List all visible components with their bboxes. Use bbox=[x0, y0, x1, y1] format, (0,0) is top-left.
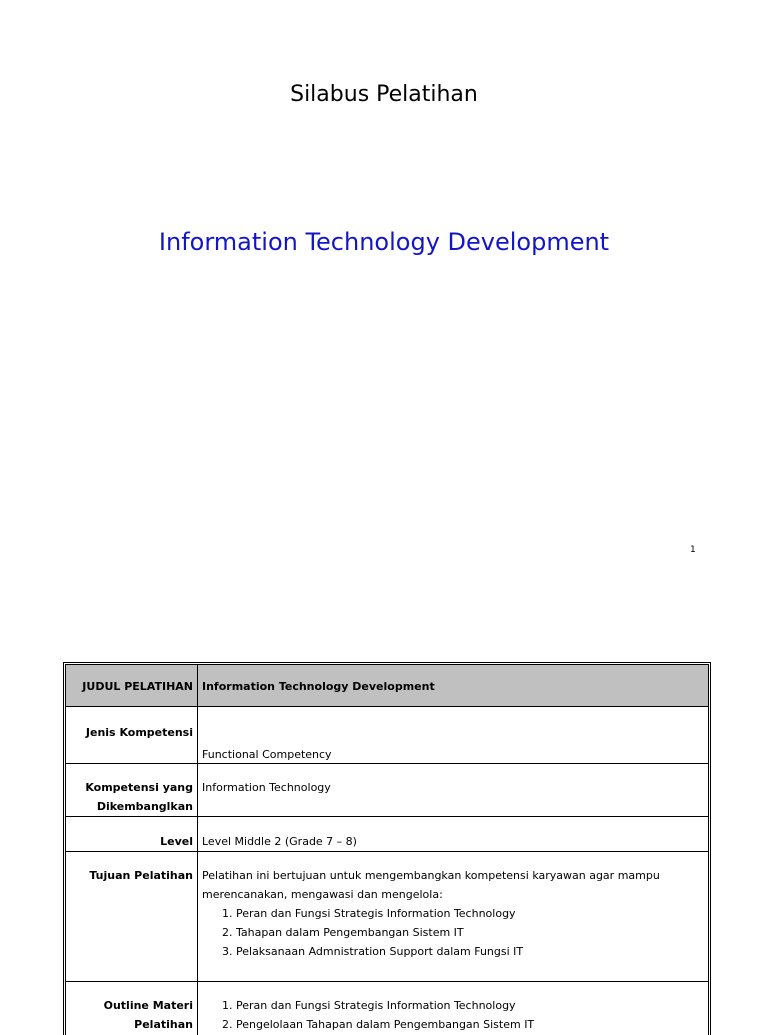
syllabus-table bbox=[63, 662, 711, 1035]
document-title: Silabus Pelatihan bbox=[290, 82, 478, 107]
kompetensi-label-line1: Kompetensi yang bbox=[85, 781, 193, 794]
list-item: 1. Peran dan Fungsi Strategis Information Technology bbox=[236, 904, 704, 923]
header-label: JUDUL PELATIHAN bbox=[66, 665, 198, 706]
table-header-row bbox=[66, 665, 708, 707]
header-value: Information Technology Development bbox=[202, 680, 435, 693]
outline-materi-row bbox=[66, 982, 708, 1035]
jenis-kompetensi-row bbox=[66, 707, 708, 764]
kompetensi-row bbox=[66, 764, 708, 817]
jenis-kompetensi-label: Jenis Kompetensi bbox=[66, 707, 198, 763]
tujuan-pelatihan-row bbox=[66, 852, 708, 982]
tujuan-intro-line2: merencanakan, mengawasi dan mengelola: bbox=[202, 888, 443, 901]
tujuan-pelatihan-value bbox=[198, 852, 708, 981]
list-item: 2. Pengelolaan Tahapan dalam Pengembangan Sistem IT bbox=[236, 1015, 704, 1034]
level-value: Level Middle 2 (Grade 7 – 8) bbox=[202, 835, 357, 848]
list-item: 3. Pelaksanaan Admnistration Support dalam Fungsi IT bbox=[236, 942, 704, 961]
tujuan-intro-line1: Pelatihan ini bertujuan untuk mengembangkan kompetensi karyawan agar mampu bbox=[202, 869, 660, 882]
page-number: 1 bbox=[690, 545, 696, 555]
outline-list bbox=[202, 996, 704, 1034]
outline-materi-label bbox=[66, 982, 198, 1035]
tujuan-list bbox=[202, 904, 704, 961]
kompetensi-label-line2: Dikembanglkan bbox=[96, 800, 193, 813]
kompetensi-label bbox=[66, 764, 198, 816]
outline-materi-value bbox=[198, 982, 708, 1035]
list-item: 1. Peran dan Fungsi Strategis Information Technology bbox=[236, 996, 704, 1015]
level-label: Level bbox=[66, 817, 198, 851]
tujuan-pelatihan-label: Tujuan Pelatihan bbox=[66, 852, 198, 981]
outline-label-line1: Outline Materi bbox=[103, 999, 193, 1012]
level-row bbox=[66, 817, 708, 852]
list-item: 2. Tahapan dalam Pengembangan Sistem IT bbox=[236, 923, 704, 942]
kompetensi-value: Information Technology bbox=[202, 781, 331, 794]
outline-label-line2: Pelatihan bbox=[134, 1018, 193, 1031]
document-subtitle: Information Technology Development bbox=[158, 228, 610, 256]
jenis-kompetensi-value: Functional Competency bbox=[202, 748, 332, 761]
